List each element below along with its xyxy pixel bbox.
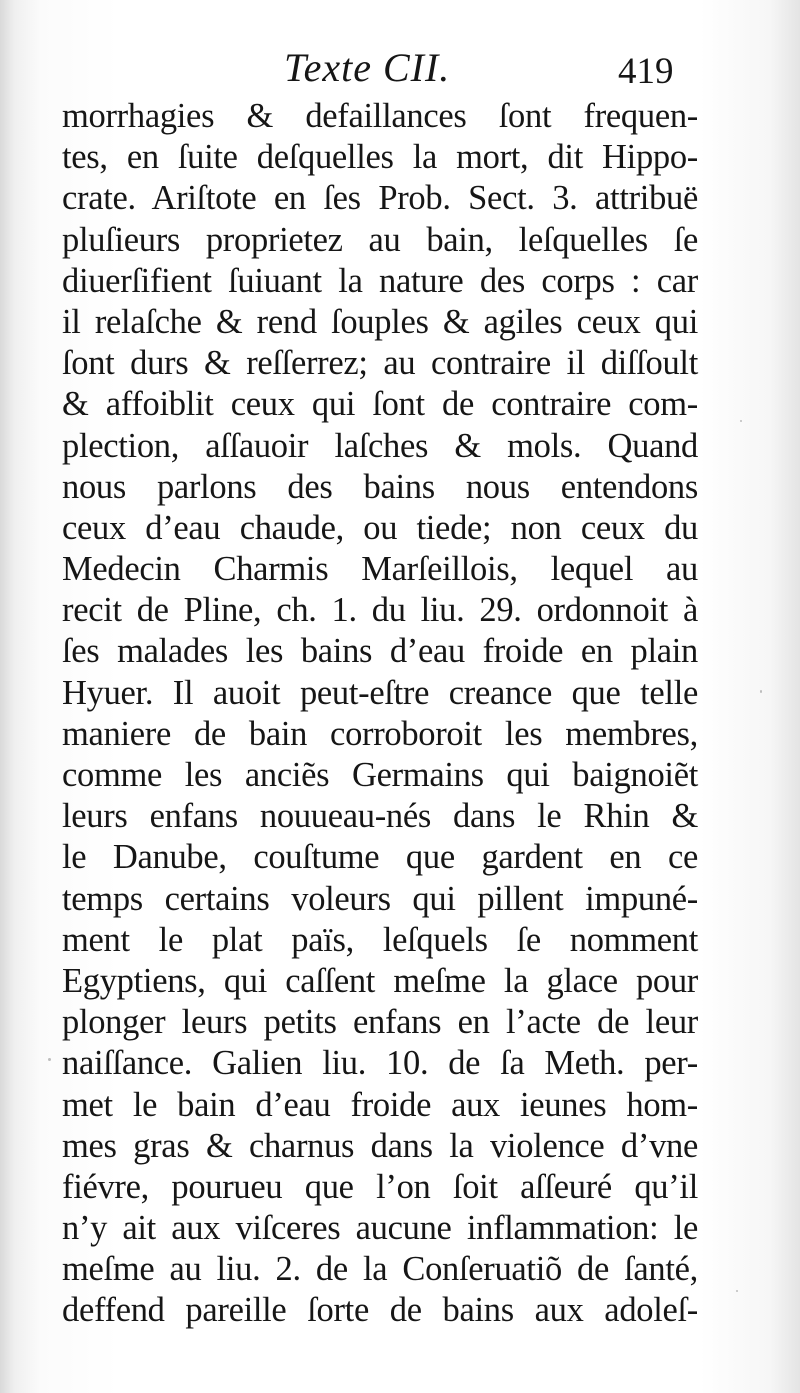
paper-speck — [48, 1058, 51, 1061]
text-line: ment le plat païs, leſquels ſe nomment — [62, 920, 698, 959]
paper-speck — [736, 1290, 738, 1292]
text-line: crate. Ariſtote en ſes Prob. Sect. 3. attribuë — [62, 179, 698, 218]
text-line: le Danube, couſtume que gardent en ce — [62, 838, 698, 877]
text-line: Hyuer. Il auoit peut-eſtre creance que telle — [62, 673, 698, 712]
text-line: & affoiblit ceux qui ſont de contraire com- — [62, 385, 698, 424]
paper-speck — [760, 690, 762, 693]
text-line: ſont durs & reſſerrez; au contraire il diſſoult — [62, 344, 698, 383]
text-line: plonger leurs petits enfans en l’acte de leur — [62, 1003, 698, 1042]
text-line: fiévre, pourueu que l’on ſoit aſſeuré qu’il — [62, 1167, 698, 1206]
text-line: met le bain d’eau froide aux ieunes hom- — [62, 1085, 698, 1124]
page-number: 419 — [618, 51, 674, 92]
text-line: mes gras & charnus dans la violence d’vne — [62, 1126, 698, 1165]
text-line: il relaſche & rend ſouples & agiles ceux qui — [62, 302, 698, 341]
paper-speck — [740, 420, 742, 422]
text-line: maniere de bain corroboroit les membres, — [62, 714, 698, 753]
text-line: leurs enfans nouueau-nés dans le Rhin & — [62, 797, 698, 836]
text-line: ceux d’eau chaude, ou tiede; non ceux du — [62, 508, 698, 547]
text-line: deffend pareille ſorte de bains aux adoleſ- — [62, 1291, 698, 1330]
text-line: morrhagies & defaillances ſont frequen- — [62, 97, 698, 135]
text-line: tes, en ſuite deſquelles la mort, dit Hippo- — [62, 138, 698, 177]
text-line: naiſſance. Galien liu. 10. de ſa Meth. per- — [62, 1044, 698, 1083]
text-line: nous parlons des bains nous entendons — [62, 467, 698, 506]
text-line: temps certains voleurs qui pillent impuné- — [62, 879, 698, 918]
text-line: ſes malades les bains d’eau froide en plain — [62, 632, 698, 671]
text-line: meſme au liu. 2. de la Conſeruatiõ de ſanté, — [62, 1250, 698, 1289]
text-line: plection, aſſauoir laſches & mols. Quand — [62, 426, 698, 465]
running-title: Texte CII. — [284, 45, 451, 90]
text-line: diuerſifient ſuiuant la nature des corps : car — [62, 261, 698, 300]
text-line: comme les anciẽs Germains qui baignoiẽt — [62, 756, 698, 794]
text-line: recit de Pline, ch. 1. du liu. 29. ordonnoit à — [62, 591, 698, 630]
body-text — [62, 96, 698, 1332]
text-line: Egyptiens, qui caſſent meſme la glace pour — [62, 961, 698, 1000]
text-line: Medecin Charmis Marſeillois, lequel au — [62, 550, 698, 589]
text-line: pluſieurs proprietez au bain, leſquelles ſe — [62, 220, 698, 259]
text-line: n’y ait aux viſceres aucune inflammation: le — [62, 1209, 698, 1248]
running-header — [0, 36, 800, 98]
